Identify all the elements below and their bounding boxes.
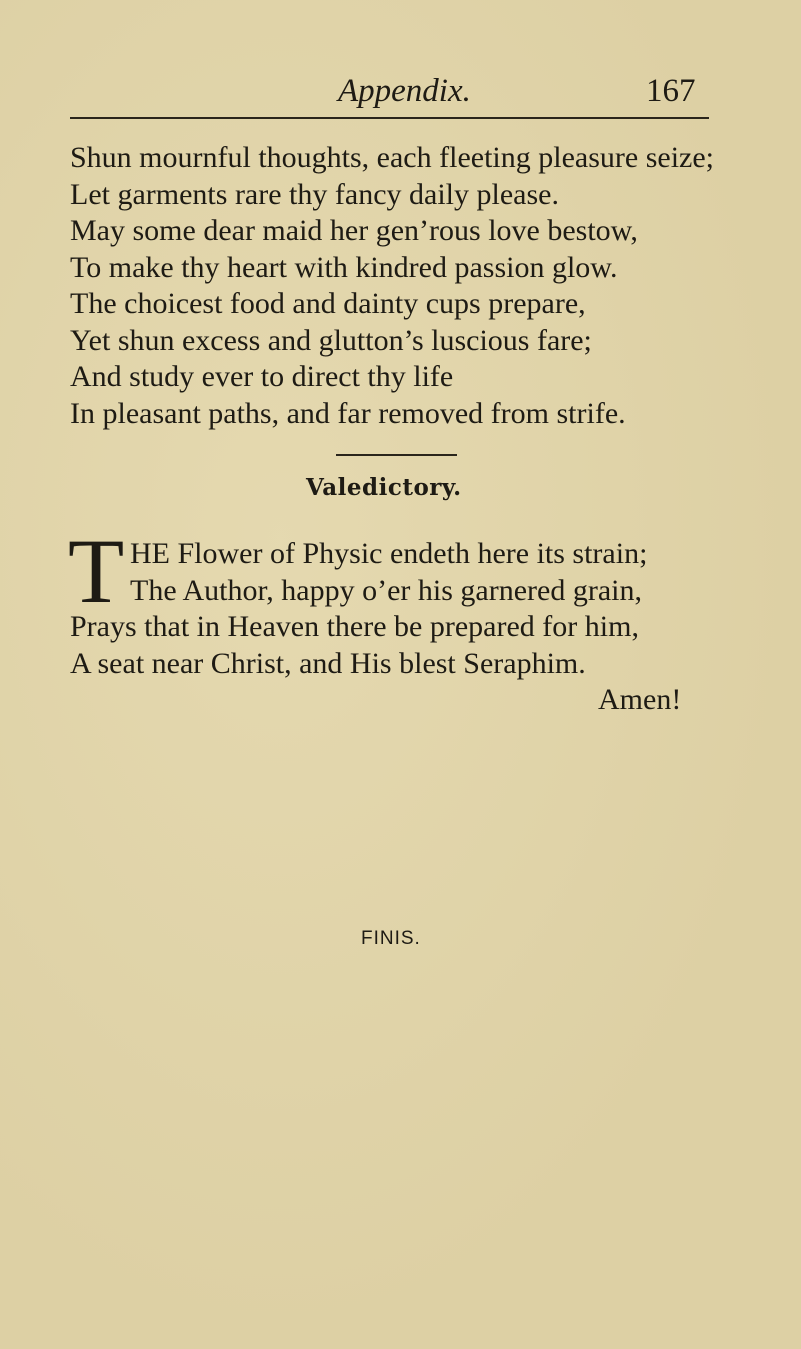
header-rule — [70, 117, 709, 119]
valedictory-line: A seat near Christ, and His blest Seraphim. — [70, 646, 586, 680]
running-head-title: Appendix. — [338, 73, 471, 109]
section-divider — [336, 454, 457, 456]
section-title: Valedictory. — [306, 474, 462, 501]
verse-line: And study ever to direct thy life — [70, 360, 454, 393]
valedictory-line: The Author, happy o’er his garnered grain, — [130, 573, 642, 607]
running-head — [0, 66, 801, 116]
drop-cap: T — [68, 531, 125, 611]
verse-line: In pleasant paths, and far removed from strife. — [70, 396, 626, 430]
verse-line: Yet shun excess and glutton’s luscious fare; — [70, 323, 592, 357]
verse-line: Let garments rare thy fancy daily please. — [70, 177, 559, 211]
verse-line: To make thy heart with kindred passion glow. — [70, 250, 618, 284]
verse-line: May some dear maid her gen’rous love bestow, — [70, 214, 638, 247]
colophon-finis: FINIS. — [361, 928, 421, 949]
verse-stanza — [70, 140, 730, 432]
page-number: 167 — [646, 73, 696, 109]
valedictory-stanza — [70, 536, 730, 682]
valedictory-line: Prays that in Heaven there be prepared for him, — [70, 610, 639, 643]
verse-line: Shun mournful thoughts, each fleeting pleasure seize; — [70, 141, 714, 174]
closing-word: Amen! — [598, 683, 682, 716]
valedictory-line: HE Flower of Physic endeth here its strain; — [130, 537, 648, 570]
verse-line: The choicest food and dainty cups prepare, — [70, 287, 586, 320]
